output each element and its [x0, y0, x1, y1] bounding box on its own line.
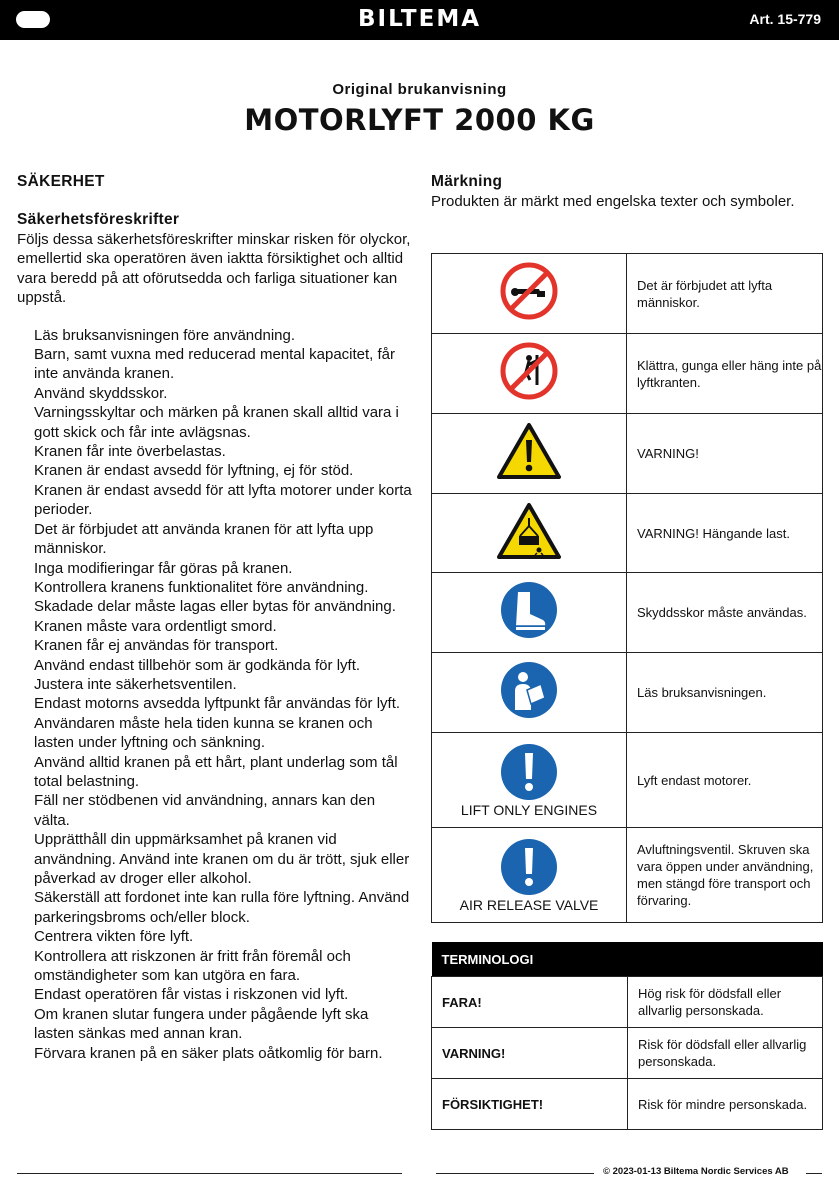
table-row [432, 573, 823, 653]
list-item: Fäll ner stödbenen vid användning, annars kan den välta. [34, 792, 376, 829]
list-item: Använd endast tillbehör som är godkända för lyft. [34, 656, 361, 674]
list-item: Skadade delar måste lagas eller bytas för användning. Kranen måste vara ordentligt smord. [34, 598, 396, 635]
term-label: FARA! [432, 977, 628, 1028]
list-item: Använd alltid kranen på ett hårt, plant underlag som tål total belastning. [34, 753, 398, 790]
safety-rules-heading: Säkerhetsföreskrifter [17, 211, 180, 228]
symbol-caption: LIFT ONLY ENGINES [460, 802, 598, 818]
symbol-description: Läs bruksanvisningen. [627, 653, 823, 733]
symbol-description: VARNING! Hängande last. [627, 494, 823, 573]
table-row [432, 414, 823, 494]
list-item: Kranen är endast avsedd för att lyfta motorer under korta perioder. [34, 481, 412, 519]
symbol-table [431, 253, 823, 923]
table-row [432, 1079, 823, 1130]
terminology-heading: TERMINOLOGI [432, 942, 823, 977]
term-meaning: Risk för dödsfall eller allvarlig personskada. [628, 1028, 823, 1079]
table-row [432, 494, 823, 573]
safety-shoes-icon [499, 580, 559, 640]
symbol-description: Klättra, gunga eller häng inte på lyftkranten. [627, 334, 823, 414]
table-row [432, 653, 823, 733]
document-subtitle: Original brukanvisning [332, 81, 507, 98]
marking-intro: Produkten är märkt med engelska texter och symboler. [431, 193, 795, 210]
symbol-cell [432, 254, 627, 334]
table-row [432, 254, 823, 334]
document-title: MOTORLYFT 2000 KG [244, 103, 595, 137]
list-item: Centrera vikten före lyft. [34, 928, 194, 946]
list-item: Inga modifieringar får göras på kranen. [34, 559, 293, 577]
footer-rule-left [17, 1173, 402, 1174]
list-item: Endast motorns avsedda lyftpunkt får användas för lyft. [34, 695, 401, 713]
article-number: Art. 15-779 [749, 11, 821, 27]
symbol-cell [432, 414, 627, 494]
term-label: FÖRSIKTIGHET! [432, 1079, 628, 1130]
symbol-cell [432, 828, 627, 923]
list-item: Kranen är endast avsedd för lyftning, ej för stöd. [34, 462, 354, 480]
list-item: Kontrollera kranens funktionalitet före användning. [34, 578, 369, 596]
footer-rule-right [806, 1173, 822, 1174]
brand-logo: BILTEMA [357, 6, 482, 32]
safety-heading: SÄKERHET [17, 173, 105, 190]
symbol-cell [432, 494, 627, 573]
table-row [432, 977, 823, 1028]
term-label: VARNING! [432, 1028, 628, 1079]
symbol-caption: AIR RELEASE VALVE [459, 897, 599, 913]
marking-column [431, 172, 823, 211]
safety-intro: Följs dessa säkerhetsföreskrifter minskar risken för olyckor, emellertid ska operatören även iaktta försiktighet och alltid vara beredd på att oförutsedda och farliga situationer kan uppstå. [17, 231, 411, 307]
symbol-description: Lyft endast motorer. [627, 733, 823, 828]
list-item: Justera inte säkerhetsventilen. [34, 675, 237, 693]
list-item: Förvara kranen på en säker plats oåtkomlig för barn. [34, 1044, 383, 1062]
list-item: Barn, samt vuxna med reducerad mental kapacitet, får inte använda kranen. [34, 346, 396, 383]
footer-rule-middle [436, 1173, 594, 1174]
table-header-row [432, 942, 823, 977]
list-item: Varningsskyltar och märken på kranen skall alltid vara i gott skick och får inte avlägsnas. [34, 404, 399, 441]
list-item: Säkerställ att fordonet inte kan rulla före lyftning. Använd parkeringsbroms och/eller block. [34, 889, 410, 926]
list-item: Användaren måste hela tiden kunna se kranen och lasten under lyftning och sänkning. [34, 714, 373, 752]
copyright-text: © 2023-01-13 Biltema Nordic Services AB [603, 1166, 789, 1177]
no-climbing-icon [499, 341, 559, 401]
list-item: Kranen får inte överbelastas. [34, 443, 226, 461]
list-item: Använd skyddsskor. [34, 384, 168, 402]
warning-icon [496, 422, 562, 480]
safety-rules-list [34, 326, 412, 1063]
list-item: Om kranen slutar fungera under pågående lyft ska lasten sänkas med annan kran. [34, 1005, 369, 1043]
symbol-cell [432, 573, 627, 653]
term-meaning: Risk för mindre personskada. [628, 1079, 823, 1130]
table-row [432, 828, 823, 923]
safety-column [17, 172, 412, 1063]
table-row [432, 334, 823, 414]
list-item: Kontrollera att riskzonen är fritt från föremål och omständigheter som kan utgöra en fara. [34, 947, 351, 985]
no-lifting-people-icon [499, 261, 559, 321]
symbol-cell [432, 653, 627, 733]
top-bar [0, 0, 839, 40]
list-item: Det är förbjudet att använda kranen för att lyfta upp människor. [34, 520, 374, 558]
symbol-description: VARNING! [627, 414, 823, 494]
mandatory-exclamation-icon [500, 743, 558, 801]
table-row [432, 733, 823, 828]
terminology-table [431, 942, 823, 1130]
mandatory-exclamation-icon [500, 838, 558, 896]
term-meaning: Hög risk för dödsfall eller allvarlig personskada. [628, 977, 823, 1028]
list-item: Upprätthåll din uppmärksamhet på kranen vid användning. Använd inte kranen om du är trött, sjuk eller påverkad av droger eller alkohol. [34, 831, 410, 887]
symbol-description: Skyddsskor måste användas. [627, 573, 823, 653]
hanging-load-warning-icon [496, 502, 562, 560]
list-item: Endast operatören får vistas i riskzonen vid lyft. [34, 986, 349, 1004]
list-item: Kranen får ej användas för transport. [34, 637, 279, 655]
read-manual-icon [499, 660, 559, 720]
table-row [432, 1028, 823, 1079]
symbol-description: Det är förbjudet att lyfta människor. [627, 254, 823, 334]
symbol-cell [432, 733, 627, 828]
symbol-cell [432, 334, 627, 414]
symbol-description: Avluftningsventil. Skruven ska vara öppen under användning, men stängd före transport och förvaring. [627, 828, 823, 923]
list-item: Läs bruksanvisningen före användning. [34, 326, 296, 344]
marking-heading: Märkning [431, 173, 503, 190]
